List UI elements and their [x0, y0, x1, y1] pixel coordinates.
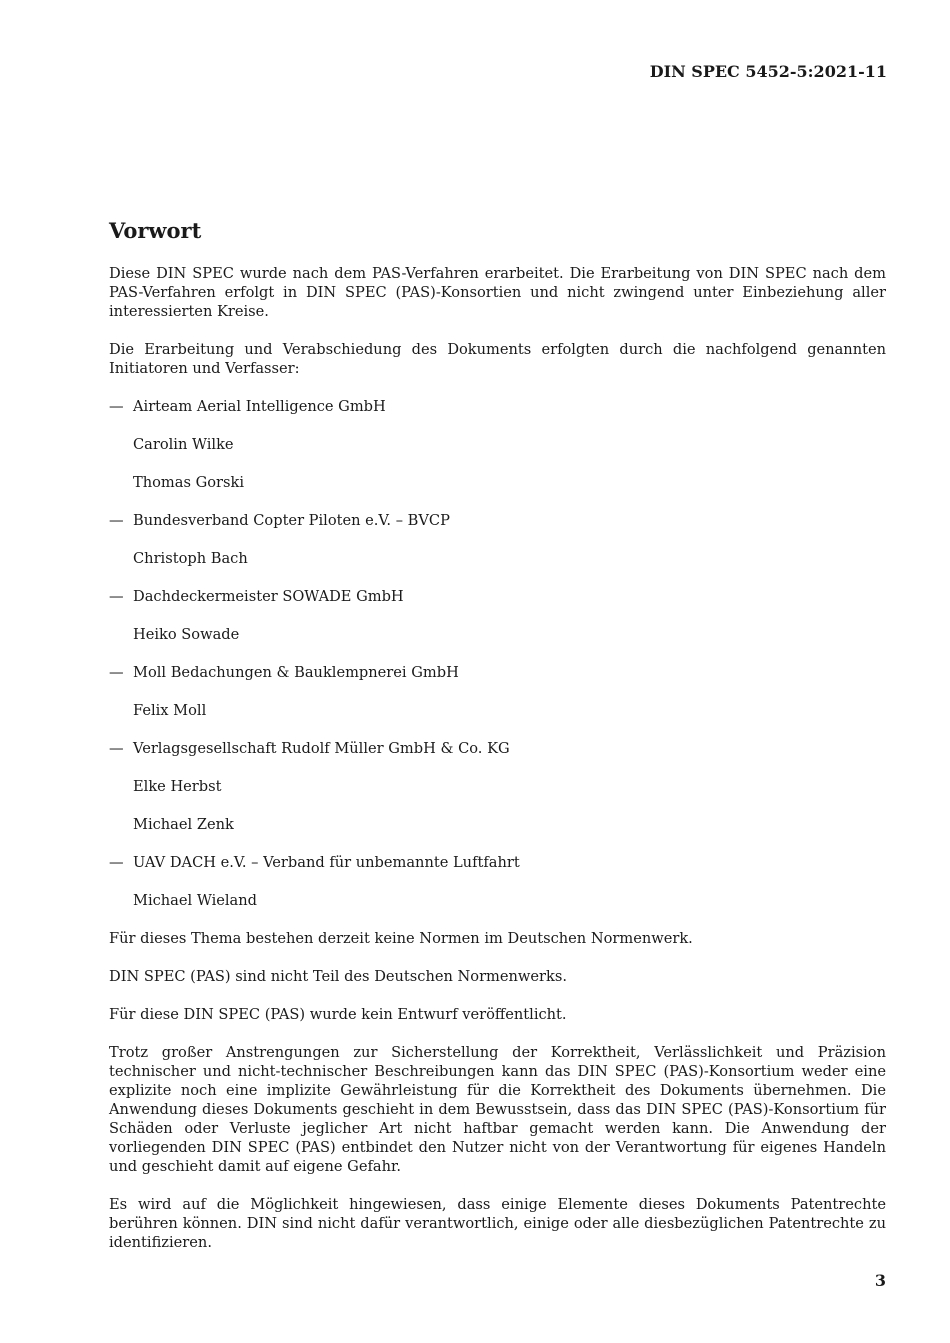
contributor-person: Christoph Bach — [133, 550, 248, 567]
outro-paragraph: Für dieses Thema bestehen derzeit keine Normen im Deutschen Normenwerk. — [109, 930, 693, 947]
organization-name: Verlagsgesellschaft Rudolf Müller GmbH & Co. KG — [133, 740, 510, 757]
contributor-person: Michael Zenk — [133, 816, 234, 833]
contributor-person: Felix Moll — [133, 702, 207, 719]
page-content — [109, 216, 886, 1271]
contributor-list — [109, 397, 886, 910]
list-dash: — — [109, 398, 124, 415]
contributor-person: Michael Wieland — [133, 892, 257, 909]
contributor-organization — [109, 739, 886, 758]
contributor-person: Heiko Sowade — [133, 626, 240, 643]
organization-name: Bundesverband Copter Piloten e.V. – BVCP — [133, 512, 450, 529]
list-dash: — — [109, 588, 124, 605]
outro-paragraph: Für diese DIN SPEC (PAS) wurde kein Entwurf veröffentlicht. — [109, 1006, 567, 1023]
organization-name: Dachdeckermeister SOWADE GmbH — [133, 588, 404, 605]
organization-name: Moll Bedachungen & Bauklempnerei GmbH — [133, 664, 459, 681]
contributor-organization — [109, 663, 886, 682]
contributor-organization — [109, 853, 886, 872]
contributor-person: Thomas Gorski — [133, 474, 245, 491]
organization-name: Airteam Aerial Intelligence GmbH — [133, 398, 386, 415]
list-dash: — — [109, 740, 124, 757]
contributor-organization — [109, 511, 886, 530]
list-dash: — — [109, 512, 124, 529]
patent-notice-paragraph: Es wird auf die Möglichkeit hingewiesen, dass einige Elemente dieses Dokuments Patentrechte berühren können. DIN sind nicht dafür verantwortlich, einige oder alle diesbezüglichen Patentrechte zu identifizieren. — [109, 1196, 886, 1251]
organization-name: UAV DACH e.V. – Verband für unbemannte Luftfahrt — [133, 854, 520, 871]
disclaimer-paragraph: Trotz großer Anstrengungen zur Sicherstellung der Korrektheit, Verlässlichkeit und Präzision technischer und nicht-technischer Beschreibungen kann das DIN SPEC (PAS)-Konsortium weder eine explizite noch eine implizite Gewährleistung für die Korrektheit des Dokuments übernehmen. Die Anwendung dieses Dokuments geschieht in dem Bewusstsein, dass das DIN SPEC (PAS)-Konsortium für Schäden oder Verluste jeglicher Art nicht haftbar gemacht werden kann. Die Anwendung der vorliegenden DIN SPEC (PAS) entbindet den Nutzer nicht von der Verantwortung für eigenes Handeln und geschieht damit auf eigene Gefahr. — [109, 1044, 886, 1175]
intro-paragraph: Diese DIN SPEC wurde nach dem PAS-Verfahren erarbeitet. Die Erarbeitung von DIN SPEC nach dem PAS-Verfahren erfolgt in DIN SPEC (PAS)-Konsortien und nicht zwingend unter Einbeziehung aller interessierten Kreise. — [109, 265, 886, 320]
contributor-organization — [109, 397, 886, 416]
list-dash: — — [109, 664, 124, 681]
section-title: Vorwort — [109, 218, 202, 243]
document-id-header: DIN SPEC 5452-5:2021-11 — [649, 62, 887, 81]
contributor-person: Elke Herbst — [133, 778, 222, 795]
contributor-organization — [109, 587, 886, 606]
list-dash: — — [109, 854, 124, 871]
intro-paragraph: Die Erarbeitung und Verabschiedung des Dokuments erfolgten durch die nachfolgend genannten Initiatoren und Verfasser: — [109, 341, 886, 377]
page-number: 3 — [874, 1271, 886, 1290]
contributor-person: Carolin Wilke — [133, 436, 234, 453]
outro-paragraph: DIN SPEC (PAS) sind nicht Teil des Deutschen Normenwerks. — [109, 968, 568, 985]
